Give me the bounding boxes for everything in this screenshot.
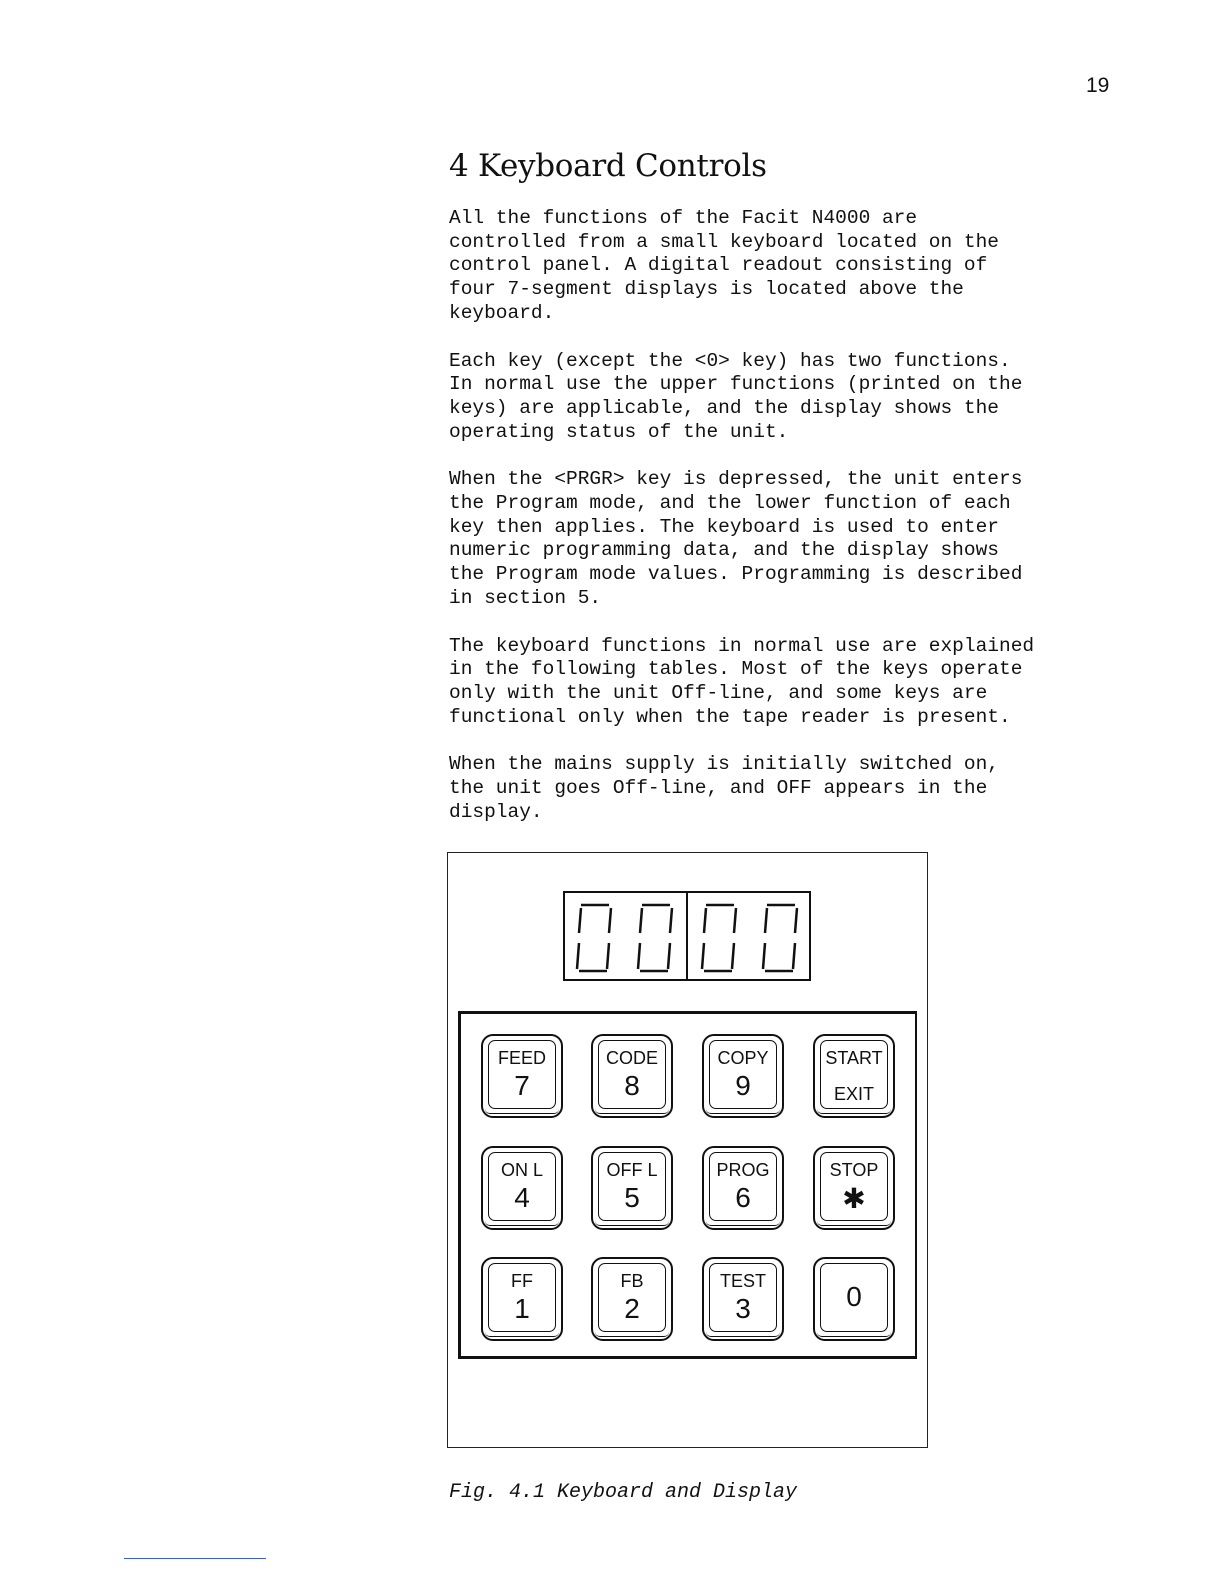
- key-lower-label: 5: [624, 1182, 640, 1213]
- paragraph: All the functions of the Facit N4000 are controlled from a small keyboard located on the control panel. A digital readout consisting of four 7-segment displays is located above the keyboard.: [449, 207, 999, 324]
- key-lower-label: 2: [624, 1293, 640, 1324]
- paragraph: The keyboard functions in normal use are explained in the following tables. Most of the keys operate only with the unit Off-line, and some keys are functional only when the tape reader is present.: [449, 634, 1035, 728]
- section-heading: 4 Keyboard Controls: [449, 148, 767, 184]
- digit-2: [638, 905, 672, 971]
- key-fb-2[interactable]: [591, 1257, 673, 1341]
- star-icon: ✱: [842, 1183, 866, 1214]
- body-text: [449, 207, 1069, 848]
- key-lower-label: 7: [514, 1070, 530, 1101]
- key-upper-label: COPY: [717, 1048, 769, 1068]
- key-off-line-5[interactable]: [591, 1146, 673, 1230]
- key-on-line-4[interactable]: [481, 1146, 563, 1230]
- key-upper-label: START: [825, 1048, 883, 1068]
- footnote-rule: [124, 1558, 266, 1559]
- key-second-label: EXIT: [833, 1084, 874, 1104]
- key-feed-7[interactable]: [481, 1034, 563, 1118]
- key-lower-label: 0: [846, 1281, 862, 1312]
- figure-caption: Fig. 4.1 Keyboard and Display: [449, 1481, 798, 1504]
- key-lower-label: 3: [735, 1293, 751, 1324]
- seven-segment-display: [563, 891, 811, 981]
- digit-3: [702, 905, 736, 971]
- page-number: 19: [1086, 74, 1110, 97]
- key-code-8[interactable]: [591, 1034, 673, 1118]
- key-copy-9[interactable]: [702, 1034, 784, 1118]
- key-stop-star[interactable]: [813, 1146, 895, 1230]
- key-lower-label: 4: [514, 1182, 530, 1213]
- keypad: [458, 1011, 917, 1359]
- key-upper-label: CODE: [605, 1048, 658, 1068]
- key-lower-label: 8: [624, 1070, 640, 1101]
- paragraph: When the <PRGR> key is depressed, the unit enters the Program mode, and the lower function of each key then applies. The keyboard is used to enter numeric programming data, and the display shows the Program mode values. Programming is described in section 5.: [449, 468, 1023, 609]
- digit-4: [763, 905, 797, 971]
- key-ff-1[interactable]: [481, 1257, 563, 1341]
- key-upper-label: FEED: [497, 1048, 546, 1068]
- segment-digits: [565, 893, 813, 983]
- key-0[interactable]: [813, 1257, 895, 1341]
- keyboard-figure: [447, 852, 928, 1448]
- key-test-3[interactable]: [702, 1257, 784, 1341]
- key-upper-label: FF: [511, 1271, 533, 1291]
- key-start-exit[interactable]: [813, 1034, 895, 1118]
- key-lower-label: 1: [514, 1293, 530, 1324]
- paragraph: When the mains supply is initially switched on, the unit goes Off-line, and OFF appears in the display.: [449, 753, 999, 823]
- key-upper-label: STOP: [829, 1160, 879, 1180]
- key-upper-label: ON L: [500, 1160, 543, 1180]
- key-upper-label: PROG: [716, 1160, 770, 1180]
- key-upper-label: OFF L: [606, 1160, 658, 1180]
- paragraph: Each key (except the <0> key) has two functions. In normal use the upper functions (printed on the keys) are applicable, and the display shows the operating status of the unit.: [449, 349, 1023, 443]
- digit-1: [577, 905, 611, 971]
- key-lower-label: 9: [735, 1070, 751, 1101]
- key-upper-label: TEST: [719, 1271, 766, 1291]
- key-lower-label: 6: [735, 1182, 751, 1213]
- key-upper-label: FB: [620, 1271, 644, 1291]
- key-prog-6[interactable]: [702, 1146, 784, 1230]
